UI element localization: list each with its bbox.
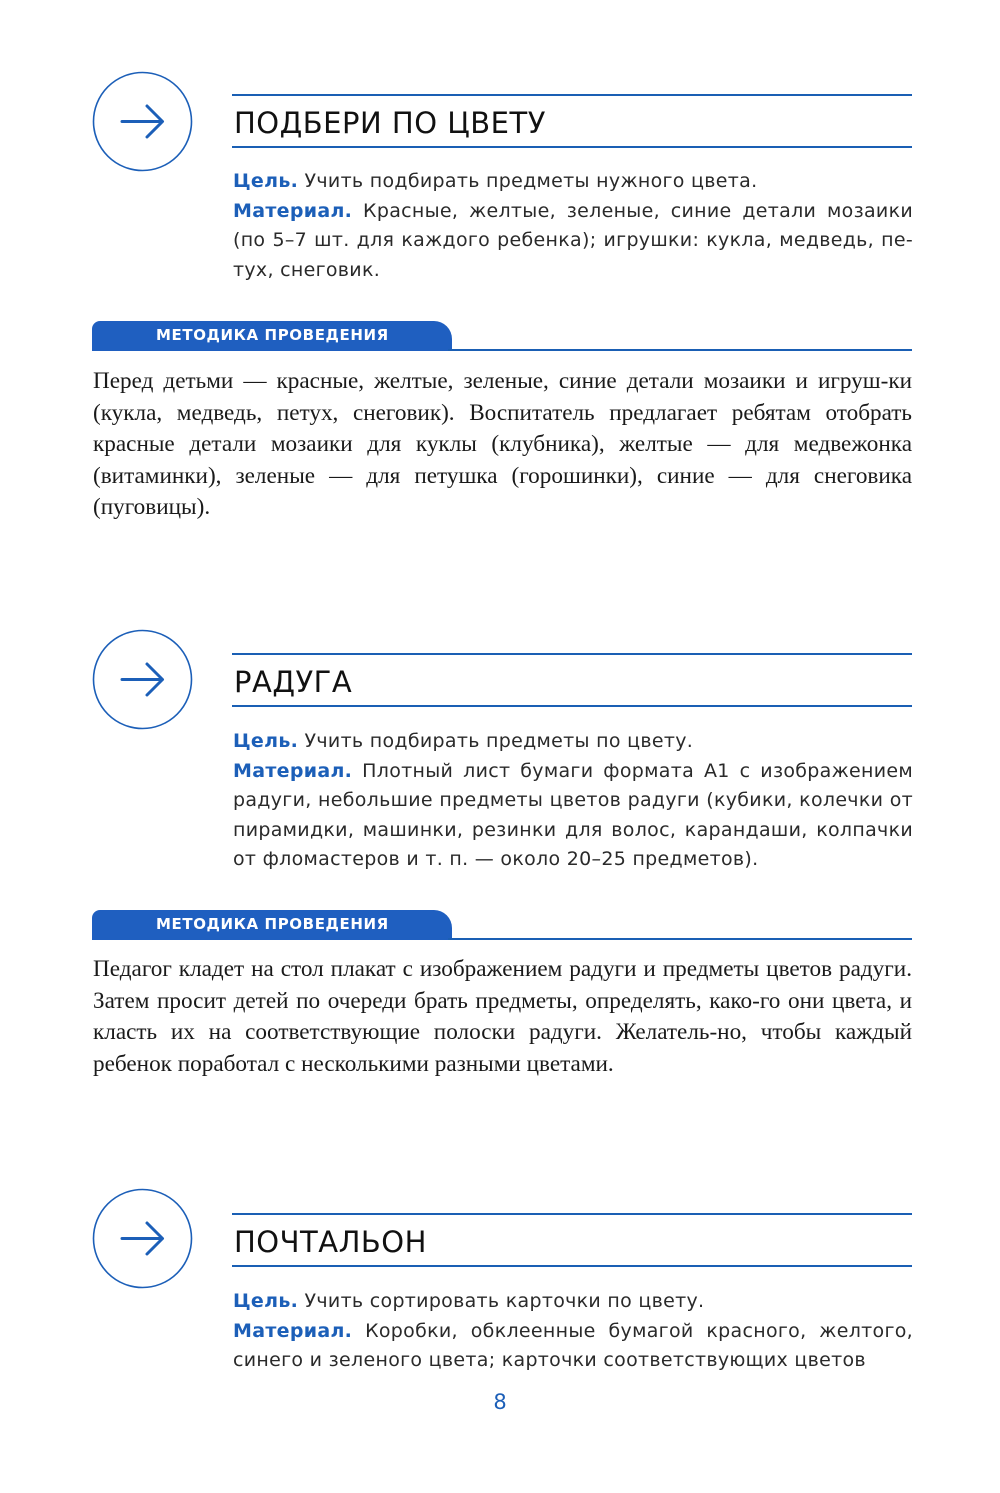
- arrow-right-circle-icon: [92, 629, 193, 730]
- method-text: Педагог кладет на стол плакат с изображением радуги и предметы цветов радуги. Затем просит детей по очереди брать предметы, определять, како-го они цвета, и класть их на соответствующие полоски радуги. Желатель-но, чтобы каждый ребенок поработал с несколькими разными цветами.: [93, 956, 912, 1077]
- section-meta: [233, 167, 913, 285]
- title-rule-bottom: [232, 146, 912, 148]
- goal-text: Учить подбирать предметы по цвету.: [304, 730, 694, 752]
- material-text: Красные, желтые, зеленые, синие детали мозаики (по 5–7 шт. для каждого ребенка); игрушки: кукла, медведь, пе-тух, снеговик.: [233, 199, 913, 281]
- method-label: МЕТОДИКА ПРОВЕДЕНИЯ: [156, 915, 389, 933]
- title-rule-top: [232, 653, 912, 655]
- method-header: [92, 321, 912, 351]
- section-title: РАДУГА: [234, 665, 353, 699]
- method-header: [92, 910, 912, 940]
- method-text: Перед детьми — красные, желтые, зеленые, синие детали мозаики и игруш-ки (кукла, медведь, петух, снеговик). Воспитатель предлагает ребятам отобрать красные детали мозаики для куклы (клубника), желтые — для медвежонка (витаминки), зеленые — для петушка (горошинки), синие — для снеговика (пуговицы).: [93, 368, 912, 520]
- material-line: [233, 757, 913, 875]
- method-rule: [448, 938, 912, 940]
- goal-label: Цель.: [233, 1290, 299, 1312]
- method-tab: [92, 910, 452, 940]
- title-rule-top: [232, 1213, 912, 1215]
- material-line: [233, 197, 913, 286]
- material-label: Материал.: [233, 199, 353, 222]
- arrow-right-circle-icon: [92, 1188, 193, 1289]
- material-line: [233, 1317, 913, 1376]
- section-title: ПОДБЕРИ ПО ЦВЕТУ: [234, 106, 546, 140]
- arrow-right-circle-icon: [92, 71, 193, 172]
- goal-text: Учить подбирать предметы нужного цвета.: [304, 170, 758, 192]
- section-title: ПОЧТАЛЬОН: [234, 1225, 427, 1259]
- material-text: Коробки, обклеенные бумагой красного, желтого, синего и зеленого цвета; карточки соответствующих цветов: [233, 1319, 913, 1371]
- method-tab: [92, 321, 452, 351]
- title-rule-bottom: [232, 1265, 912, 1267]
- page-number: 8: [493, 1390, 507, 1414]
- material-label: Материал.: [233, 759, 353, 782]
- material-label: Материал.: [233, 1319, 353, 1342]
- material-text: Плотный лист бумаги формата А1 с изображением радуги, небольшие предметы цветов радуги (кубики, колечки от пирамидки, машинки, резинки для волос, карандаши, колпачки от фломастеров и т. п. — около 20–25 предметов).: [233, 759, 914, 870]
- goal-line: [233, 727, 913, 757]
- goal-label: Цель.: [233, 730, 299, 752]
- goal-label: Цель.: [233, 170, 299, 192]
- goal-line: [233, 167, 913, 197]
- section-meta: [233, 1287, 913, 1376]
- title-rule-top: [232, 94, 912, 96]
- method-rule: [448, 349, 912, 351]
- title-rule-bottom: [232, 705, 912, 707]
- goal-line: [233, 1287, 913, 1317]
- section-meta: [233, 727, 913, 875]
- method-label: МЕТОДИКА ПРОВЕДЕНИЯ: [156, 326, 389, 344]
- goal-text: Учить сортировать карточки по цвету.: [304, 1290, 705, 1312]
